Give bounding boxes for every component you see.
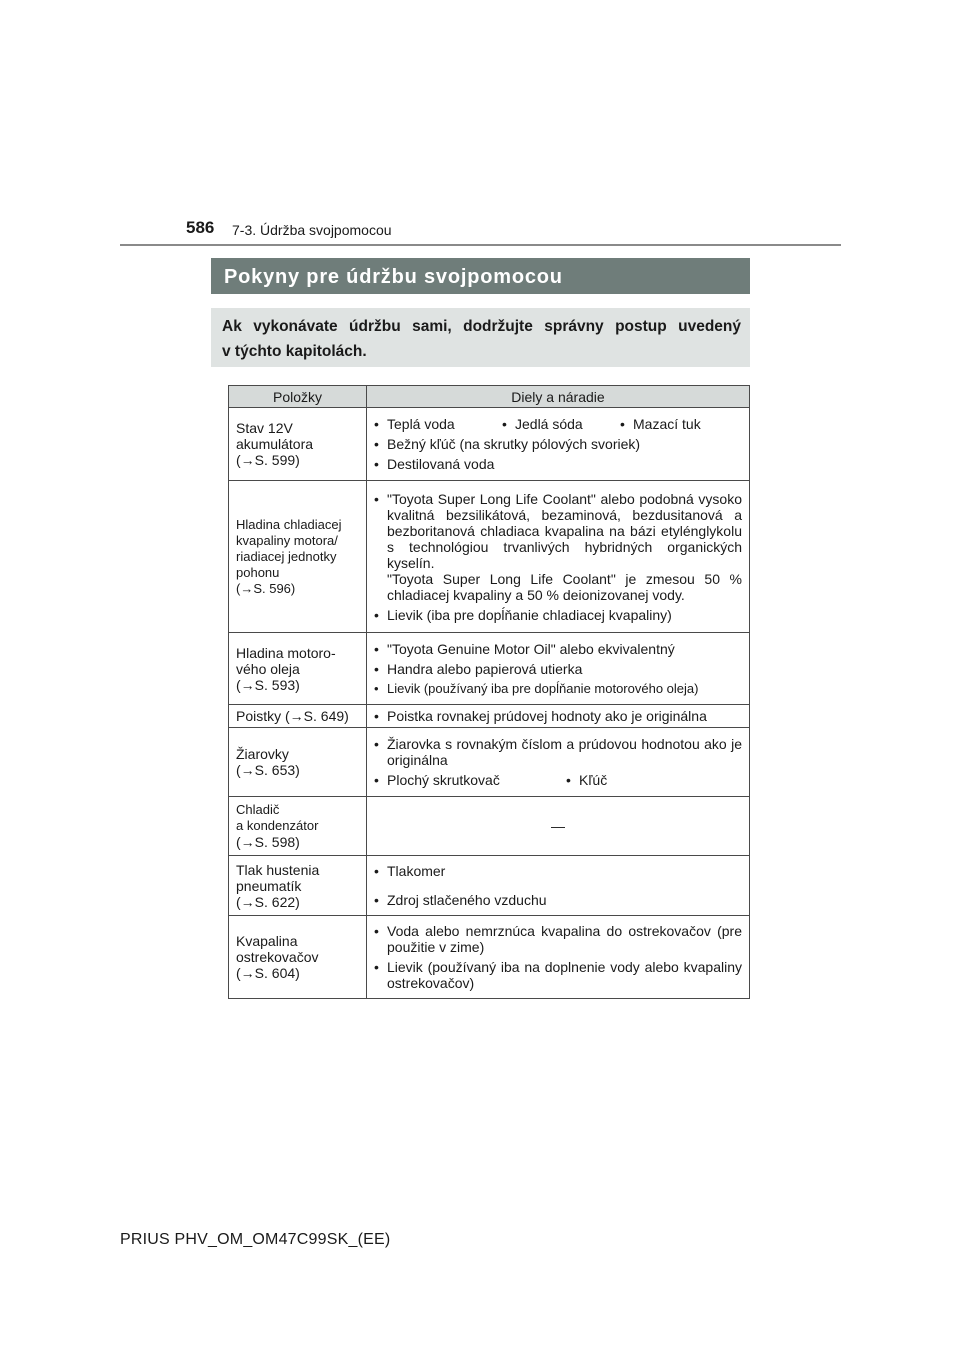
tools-cell <box>367 916 750 999</box>
column-header-items: Položky <box>229 386 367 408</box>
item-cell <box>229 705 367 728</box>
table-row <box>229 916 750 999</box>
tools-cell <box>367 856 750 916</box>
table-row <box>229 728 750 797</box>
item-line: Poistky (→S. 649) <box>236 708 349 724</box>
parts-tools-table <box>228 385 750 999</box>
item-cell <box>229 728 367 797</box>
item-cell <box>229 916 367 999</box>
list-item: • Destilovaná voda <box>374 456 742 472</box>
document-code: PRIUS PHV_OM_OM47C99SK_(EE) <box>120 1231 391 1248</box>
item-line: a kondenzátor <box>236 818 319 833</box>
tools-cell <box>367 705 750 728</box>
tools-cell <box>367 797 750 856</box>
page-title-banner <box>211 258 750 294</box>
intro-line-1: Ak vykonávate údržbu sami, dodržujte správny postup uvedený <box>222 318 741 335</box>
list-item <box>374 772 742 788</box>
item-line: (→S. 593) <box>236 676 300 693</box>
item-line: riadiacej jednotky <box>236 548 337 564</box>
list-item: • Lievik (používaný iba na doplnenie vody alebo kvapaliny ostrekovačov) <box>374 959 742 991</box>
table-row <box>229 408 750 481</box>
item-line: Kvapalina <box>236 933 298 949</box>
item-line: akumulátora <box>236 436 314 452</box>
item-line: Stav 12V <box>236 420 293 436</box>
list-item: • Bežný kľúč (na skrutky pólových svoriek) <box>374 436 742 452</box>
empty-dash: — <box>551 818 565 834</box>
item-cell <box>229 633 367 705</box>
list-item: • Tlakomer <box>374 863 742 879</box>
list-item: • Handra alebo papierová utierka <box>374 661 742 677</box>
item-line: vého oleja <box>236 660 300 677</box>
item-line: (→S. 599) <box>236 452 300 468</box>
table-row <box>229 797 750 856</box>
item-line: (→S. 622) <box>236 893 300 910</box>
item-line: ostrekovačov <box>236 949 319 965</box>
tools-cell <box>367 481 750 633</box>
list-item: • Lievik (iba pre dopĺňanie chladiacej kvapaliny) <box>374 607 742 623</box>
list-item: • "Toyota Genuine Motor Oil" alebo ekvivalentný <box>374 641 742 657</box>
list-item: • Lievik (používaný iba pre dopĺňanie motorového oleja) <box>374 681 742 697</box>
item-line: (→S. 598) <box>236 834 300 850</box>
table-row <box>229 856 750 916</box>
column-header-tools: Diely a náradie <box>367 386 750 408</box>
tool-text: • "Toyota Super Long Life Coolant" alebo podobná vysoko kvalitná bezsilikátová, bezaminová, bezdusitanová a bezboritanová chladiaca kvapalina na bázi etylénglykolu s technológiou trvanlivých hybridných organických kyselín. <box>387 490 742 571</box>
table-row <box>229 705 750 728</box>
table-header-row <box>229 386 750 408</box>
item-line: kvapaliny motora/ <box>236 532 338 548</box>
item-cell <box>229 856 367 916</box>
tool-entry: • Teplá voda <box>374 416 502 432</box>
tool-entry: • Kľúč <box>566 772 607 788</box>
tools-cell <box>367 408 750 481</box>
section-title: 7-3. Údržba svojpomocou <box>232 222 392 238</box>
item-cell <box>229 481 367 633</box>
tool-entry: • Jedlá sóda <box>502 416 620 432</box>
item-line: (→S. 653) <box>236 762 300 778</box>
item-line: Chladič <box>236 802 280 817</box>
item-line: Hladina motoro- <box>236 644 336 661</box>
tools-cell <box>367 728 750 797</box>
list-item <box>374 491 742 603</box>
item-line: Žiarovky <box>236 746 289 762</box>
item-cell <box>229 797 367 856</box>
list-item: • Žiarovka s rovnakým číslom a prúdovou hodnotou ako je originálna <box>374 736 742 768</box>
table-row <box>229 633 750 705</box>
list-item: • Poistka rovnakej prúdovej hodnoty ako je originálna <box>374 708 742 724</box>
list-item: • Zdroj stlačeného vzduchu <box>374 892 742 908</box>
item-line: pohonu <box>236 564 280 580</box>
intro-box <box>211 308 750 367</box>
list-item: • Voda alebo nemrznúca kvapalina do ostrekovačov (pre použitie v zime) <box>374 923 742 955</box>
item-cell <box>229 408 367 481</box>
item-line: Tlak hustenia <box>236 861 320 878</box>
item-line: (→S. 596) <box>236 580 296 596</box>
item-line: Hladina chladiacej <box>236 516 342 532</box>
page-title: Pokyny pre údržbu svojpomocou <box>224 266 563 288</box>
tool-note: "Toyota Super Long Life Coolant" je zmesou 50 % chladiacej kvapaliny a 50 % deionizovanej vody. <box>387 570 742 603</box>
tool-entry: • Mazací tuk <box>620 416 701 432</box>
tool-entry: • Plochý skrutkovač <box>374 772 566 788</box>
list-item <box>374 416 742 432</box>
table-row <box>229 481 750 633</box>
header-divider <box>120 244 841 246</box>
page-number: 586 <box>186 218 215 237</box>
tools-cell <box>367 633 750 705</box>
item-line: pneumatík <box>236 877 302 894</box>
item-line: (→S. 604) <box>236 965 300 981</box>
intro-line-2: v týchto kapitolách. <box>222 343 367 360</box>
